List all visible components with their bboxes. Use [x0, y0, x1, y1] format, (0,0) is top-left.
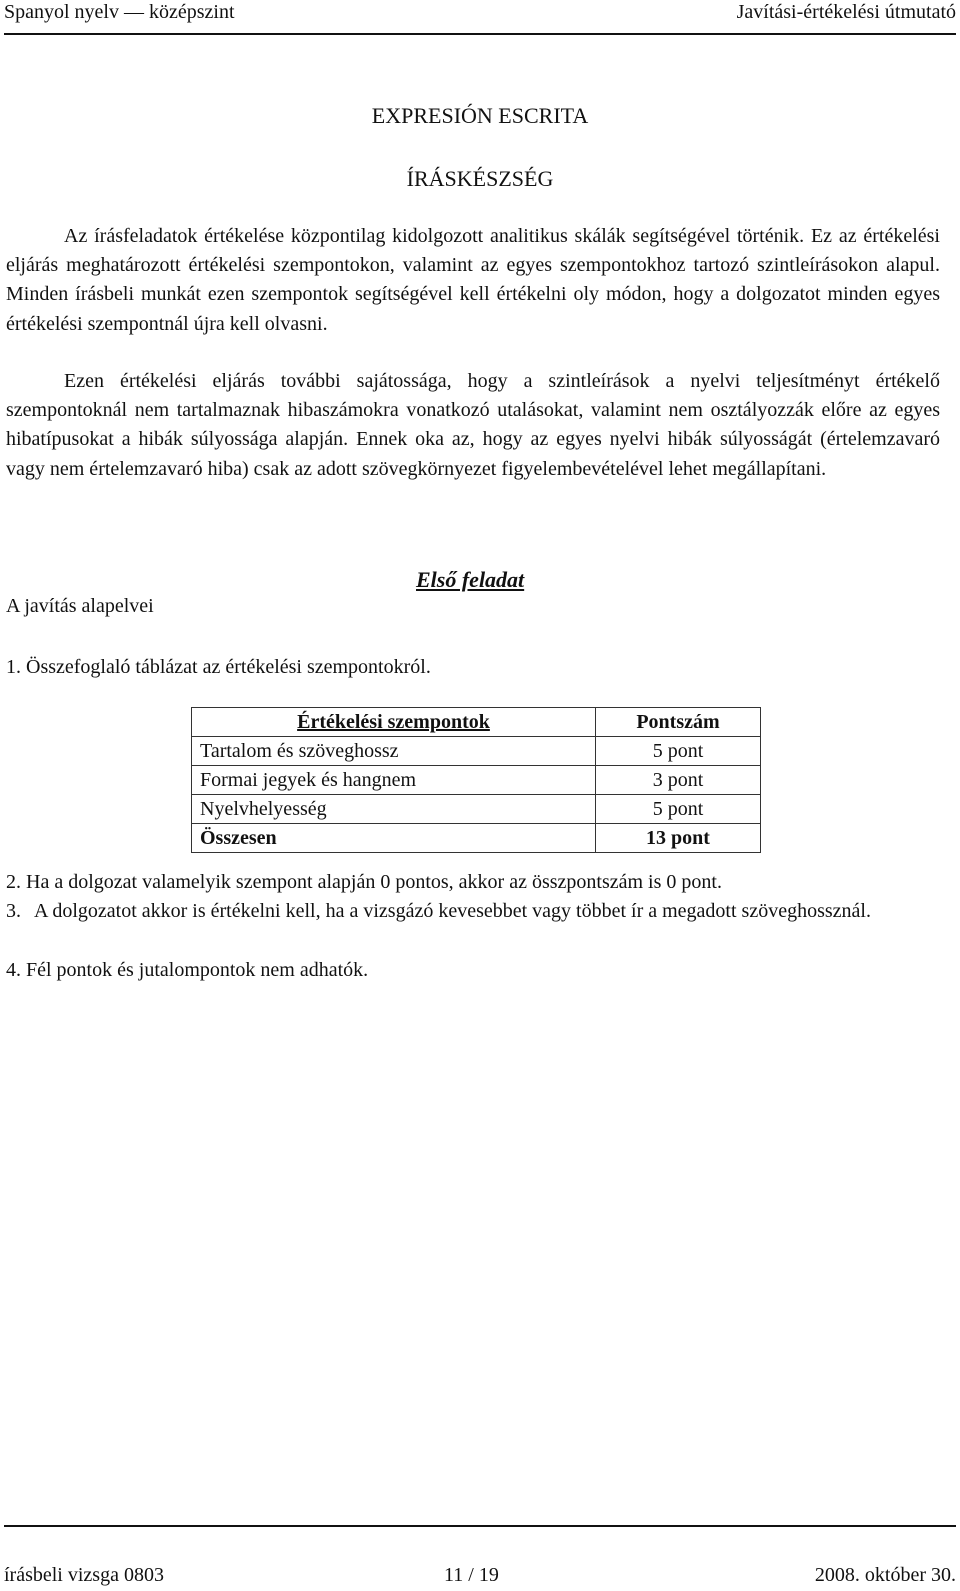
intro-paragraph: Az írásfeladatok értékelése központilag kidolgozott analitikus skálák segítségével történik. Ez az értékelési eljárás meghatározott értékelési szempontokon, valamint az egyes szempontokhoz tartozó szintleírásokon alapul. Minden írásbeli munkát ezen szempontok segítségével kell értékelni oly módon, hogy a dolgozatot minden egyes értékelési szempontnál újra kell olvasni.: [6, 225, 940, 335]
table-cell-points: 5 pont: [596, 795, 761, 824]
scoring-table: [191, 707, 761, 853]
footer-exam-code: írásbeli vizsga 0803: [4, 1564, 164, 1586]
list-item-3-number: 3.: [6, 900, 21, 922]
header-divider: [4, 33, 956, 35]
footer-date: 2008. október 30.: [814, 1564, 956, 1586]
page-footer: [4, 1563, 956, 1589]
table-cell-criterion: Formai jegyek és hangnem: [192, 766, 596, 795]
table-cell-total-label: Összesen: [192, 824, 596, 853]
table-row: [192, 795, 761, 824]
list-item-3-text: A dolgozatot akkor is értékelni kell, ha a vizsgázó kevesebbet vagy többet ír a megadott szöveghossznál.: [34, 900, 871, 922]
list-item-1: 1. Összefoglaló táblázat az értékelési szempontokról.: [6, 656, 431, 678]
page-header: [4, 0, 956, 28]
principles-heading: A javítás alapelvei: [6, 595, 154, 617]
procedure-paragraph: Ezen értékelési eljárás további sajátossága, hogy a szintleírások a nyelvi teljesítményt értékelő szempontoknál nem tartalmaznak hibaszámokra vonatkozó utalásokat, valamint nem osztályozzák előre az egyes hibatípusokat a hibák súlyossága alapján. Ennek oka az, hogy az egyes nyelvi hibák súlyosságát (értelemzavaró vagy nem értelemzavaró hiba) csak az adott szövegkörnyezet figyelembevételével lehet megállapítani.: [6, 370, 940, 480]
footer-divider: [4, 1525, 956, 1527]
list-item-2: 2. Ha a dolgozat valamelyik szempont alapján 0 pontos, akkor az összpontszám is 0 pont.: [6, 871, 722, 893]
section-title: EXPRESIÓN ESCRITA: [371, 103, 589, 128]
footer-page-number: 11 / 19: [444, 1564, 499, 1586]
table-cell-criterion: Tartalom és szöveghossz: [192, 737, 596, 766]
task-heading: Első feladat: [416, 567, 525, 592]
table-cell-total-points: 13 pont: [596, 824, 761, 853]
table-row: [192, 766, 761, 795]
table-row-total: [192, 824, 761, 853]
table-cell-criterion: Nyelvhelyesség: [192, 795, 596, 824]
header-guide-title: Javítási-értékelési útmutató: [736, 1, 956, 23]
column-header-points: Pontszám: [596, 708, 761, 737]
column-header-criteria: Értékelési szempontok: [192, 708, 596, 737]
list-item-4: 4. Fél pontok és jutalompontok nem adhatók.: [6, 959, 369, 981]
table-cell-points: 5 pont: [596, 737, 761, 766]
list-item-3: [6, 897, 940, 926]
header-subject: Spanyol nyelv — középszint: [4, 1, 235, 23]
table-header-row: [192, 708, 761, 737]
table-cell-points: 3 pont: [596, 766, 761, 795]
table-row: [192, 737, 761, 766]
section-subtitle: ÍRÁSKÉSZSÉG: [406, 166, 554, 191]
